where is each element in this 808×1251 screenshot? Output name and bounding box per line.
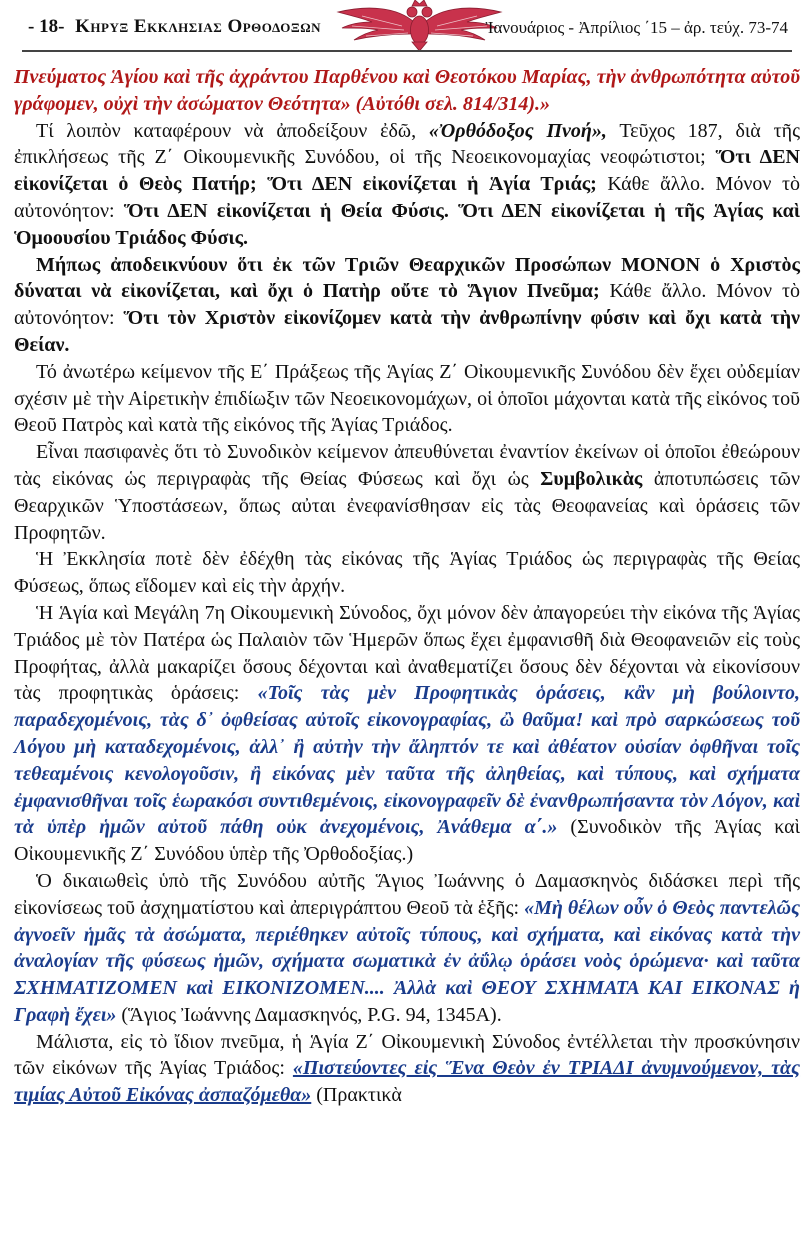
page-header	[14, 0, 800, 52]
paragraph-9	[14, 1029, 800, 1109]
blue-quote: «Μὴ θέλων οὖν ὁ Θεὸς παντελῶς ἀγνοεῖν ἡμᾶς τὰ ἀσώματα, περιέθηκεν αὐτοῖς τύπους, καὶ σχήματα, καὶ εἰκόνας κατὰ τὴν ἀναλογίαν τῆς φύσεως ἡμῶν, σχήματα σωματικὰ ἐν ἀΰλῳ ὁράσει νοὸς ὁρώμενα· καὶ ταῦτα ΣΧΗΜΑΤΙΖΟΜΕΝ καὶ ΕΙΚΟΝΙΖΟΜΕΝ.... Ἀλλὰ καὶ ΘΕΟΥ ΣΧΗΜΑΤΑ ΚΑΙ ΕΙΚΟΝΑΣ ἡ Γραφὴ ἔχει»	[14, 896, 801, 1026]
paragraph-8	[14, 868, 800, 1029]
bold-run: Ὅτι ΔΕΝ εἰκονίζεται ἡ Θεία Φύσις. Ὅτι ΔΕΝ εἰκονίζεται ἡ τῆς Ἁγίας καὶ Ὁμοουσίου Τριάδος Φύσις.	[14, 199, 800, 249]
journal-title: Κηρυξ Εκκλησιας Ορθοδοξων	[75, 16, 322, 37]
text-run: Μάλιστα, εἰς τὸ ἴδιον πνεῦμα, ἡ Ἁγία Ζ΄ Οἰκουμενικὴ Σύνοδος ἐντέλλεται τὴν προσκύνησιν τῶν εἰκόνων τῆς Ἁγίας Τριάδος:	[14, 1030, 800, 1080]
red-quote: Πνεύματος Ἁγίου καὶ τῆς ἀχράντου Παρθένου καὶ Θεοτόκου Μαρίας, τὴν ἀνθρωπότητα αὐτοῦ γράφομεν, οὐχὶ τὴν ἀσώματον Θεότητα» (Αὐτόθι σελ. 814/314).»	[14, 66, 800, 115]
blue-underlined-quote: «Πιστεύοντες εἰς Ἕνα Θεὸν ἐν ΤΡΙΑΔΙ ἀνυμνούμενον, τὰς τιμίας Αὐτοῦ Εἰκόνας ἀσπαζόμεθα»	[14, 1057, 801, 1107]
issue-info: Ἰανουάριος - Ἀπρίλιος ΄15 – ἀρ. τεύχ. 73-74	[485, 18, 788, 37]
blue-quote: «Τοῖς τὰς μὲν Προφητικὰς ὁράσεις, κἂν μὴ βούλοιντο, παραδεχομένοις, τὰς δ᾿ ὀφθείσας αὐτοῖς εἰκονογραφίας, ὢ θαῦμα! καὶ πρὸ σαρκώσεως τοῦ Λόγου μὴ καταδεχομένοις, ἀλλ᾿ ἢ αὐτὴν τὴν ἄληπτόν τε καὶ ἀθέατον οὐσίαν ὀφθῆναι τοῖς τεθεαμένοις κενολογοῦσιν, ἢ εἰκόνας μὲν ταῦτα τῆς ἀληθείας, καὶ τύπους, καὶ σχήματα ἐμφανισθῆναι τοῖς ἑωρακόσι συντιθεμένοις, εἰκονογραφεῖν δὲ ἐνανθρωπήσαντα τὸν Λόγον, καὶ τὰ ὑπὲρ ἡμῶν αὐτοῦ πάθη οὐκ ἀνεχομένοις, Ἀνάθεμα α΄.»	[14, 682, 801, 839]
paragraph-2	[14, 118, 800, 252]
paragraph-4	[14, 359, 800, 439]
article-body	[14, 64, 800, 1109]
header-left	[28, 16, 321, 38]
text-run: Ὁ δικαιωθεὶς ὑπὸ τῆς Συνόδου αὐτῆς Ἅγιος Ἰωάννης ὁ Δαμασκηνὸς διδάσκει περὶ τῆς εἰκονίσεως τοῦ ἀσχηματίστου καὶ ἀπεριγράπτου Θεοῦ τὰ ἑξῆς:	[14, 869, 800, 919]
bold-run: Ὅτι ΔΕΝ εἰκονίζεται ὁ Θεὸς Πατήρ; Ὅτι ΔΕΝ εἰκονίζεται ἡ Ἁγία Τριάς;	[14, 146, 800, 196]
bold-run: Συμβολικὰς	[540, 467, 643, 490]
text-run: Τεῦχος 187, διὰ τῆς ἐπικλήσεως τῆς Ζ΄ Οἰκουμενικῆς Συνόδου, οἱ τῆς Νεοεικονομαχίας νεοφώτιστοι;	[14, 119, 800, 169]
page-number: - 18-	[28, 16, 65, 37]
text-run: Ἡ Ἐκκλησία ποτὲ δὲν ἐδέχθη τὰς εἰκόνας τῆς Ἁγίας Τριάδος ὡς περιγραφὰς τῆς Θείας Φύσεως, ὅπως εἴδομεν καὶ εἰς τὴν ἀρχήν.	[14, 548, 800, 598]
text-run: Κάθε ἄλλο. Μόνον τὸ αὐτονόητον:	[14, 280, 800, 330]
text-run: Ἡ Ἁγία καὶ Μεγάλη 7η Οἰκουμενικὴ Σύνοδος, ὄχι μόνον δὲν ἀπαγορεύει τὴν εἰκόνα τῆς Ἁγίας Τριάδος μὲ τὸν Πατέρα ὡς Παλαιὸν τῶν Ἡμερῶν ὅπως ἔχει ἐμφανισθῆ διὰ Θεοφανειῶν εἰς τοὺς Προφήτας, ἀλλὰ μακαρίζει ὅσους δέχονται καὶ ἀναθεματίζει ὅσους δὲν δέχονται νὰ εἰκονίσουν τὰς προφητικὰς ὁράσεις:	[14, 601, 800, 705]
text-run: (Συνοδικὸν τῆς Ἁγίας καὶ Οἰκουμενικῆς Ζ΄ Συνόδου ὑπὲρ τῆς Ὀρθοδοξίας.)	[14, 816, 800, 866]
text-run: (Πρακτικὰ	[311, 1084, 402, 1107]
text-run: Τί λοιπὸν καταφέρουν νὰ ἀποδείξουν ἐδῶ,	[36, 119, 429, 142]
paragraph-1	[14, 64, 800, 118]
text-run: ἀποτυπώσεις τῶν Θεαρχικῶν Ὑποστάσεων, ὅπως αὐται ἐνεφανίσθησαν εἰς τὰς Θεοφανείας καὶ ὁράσεις τῶν Προφητῶν.	[14, 467, 800, 544]
double-headed-eagle-icon	[332, 0, 507, 52]
paragraph-3	[14, 252, 800, 359]
text-run: Εἶναι πασιφανὲς ὅτι τὸ Συνοδικὸν κείμενον ἀπευθύνεται ἐναντίον ἐκείνων οἱ ὁποῖοι ἐθεώρουν τὰς εἰκόνας ὡς περιγραφὰς τῆς Θείας Φύσεως καὶ ὄχι ὡς	[14, 441, 800, 490]
paragraph-5	[14, 439, 800, 546]
bold-run: Μήπως ἀποδεικνύουν ὅτι ἐκ τῶν Τριῶν Θεαρχικῶν Προσώπων ΜΟΝΟΝ ὁ Χριστὸς δύναται νὰ εἰκονίζεται, καὶ ὄχι ὁ Πατὴρ οὔτε τὸ Ἅγιον Πνεῦμα;	[14, 253, 800, 303]
text-run: Κάθε ἄλλο. Μόνον τὸ αὐτονόητον:	[14, 173, 800, 222]
text-run: (Ἅγιος Ἰωάννης Δαμασκηνός, P.G. 94, 1345A).	[116, 1003, 502, 1026]
header-divider	[22, 50, 792, 52]
paragraph-7	[14, 600, 800, 868]
bold-italic-run: «Ὀρθόδοξος Πνοή»,	[428, 119, 607, 142]
paragraph-6	[14, 546, 800, 600]
text-run: Τό ἀνωτέρω κείμενον τῆς Ε΄ Πράξεως τῆς Ἁγίας Ζ΄ Οἰκουμενικῆς Συνόδου δὲν ἔχει οὐδεμίαν σχέσιν μὲ τὴν Αἱρετικὴν ἐπιδίωξιν τῶν Νεοεικονομάχων, οἱ ὁποῖοι μάχονται κατὰ τῆς εἰκόνος τοῦ Θεοῦ Πατρὸς καὶ κατὰ τῆς εἰκόνος τῆς Ἁγίας Τριάδος.	[14, 360, 800, 437]
bold-run: Ὅτι τὸν Χριστὸν εἰκονίζομεν κατὰ τὴν ἀνθρωπίνην φύσιν καὶ ὄχι κατὰ τὴν Θείαν.	[14, 307, 800, 356]
